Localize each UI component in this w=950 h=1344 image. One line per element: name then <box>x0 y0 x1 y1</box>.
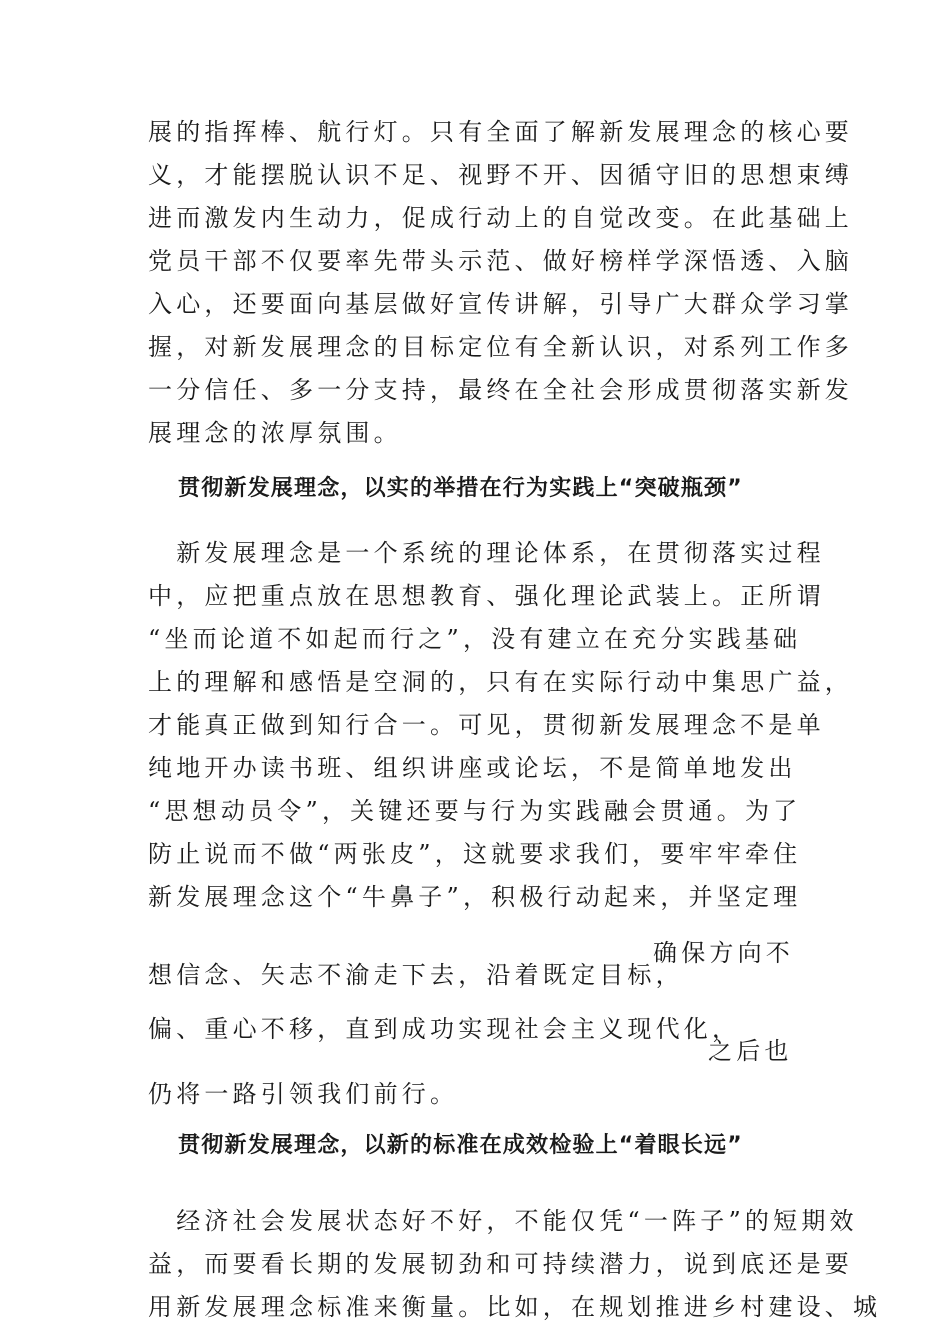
paragraph-line: 益，而要看长期的发展韧劲和可持续潜力，说到底还是要 <box>148 1250 853 1278</box>
paragraph-line: “思想动员令”，关键还要与行为实践融会贯通。为了 <box>148 797 802 825</box>
paragraph-line: 想信念、矢志不渝走下去，沿着既定目标， <box>148 961 684 989</box>
paragraph-line: 展理念的浓厚氛围。 <box>148 419 402 447</box>
paragraph-line: 展的指挥棒、航行灯。只有全面了解新发展理念的核心要 <box>148 118 853 146</box>
paragraph-line: 新发展理念是一个系统的理论体系，在贯彻落实过程 <box>148 539 825 567</box>
paragraph-line: 上的理解和感悟是空洞的，只有在实际行动中集思广益， <box>148 668 853 696</box>
paragraph-fragment: 之后也 <box>708 1037 793 1065</box>
paragraph-line: “坐而论道不如起而行之”，没有建立在充分实践基础 <box>148 625 802 653</box>
paragraph-line: 一分信任、多一分支持，最终在全社会形成贯彻落实新发 <box>148 376 853 404</box>
paragraph-line: 握，对新发展理念的目标定位有全新认识，对系列工作多 <box>148 333 853 361</box>
paragraph-line: 防止说而不做“两张皮”，这就要求我们，要牢牢牵住 <box>148 840 802 868</box>
section-heading: 贯彻新发展理念，以新的标准在成效检验上“着眼长远” <box>178 1133 743 1158</box>
paragraph-line: 偏、重心不移，直到成功实现社会主义现代化， <box>148 1015 741 1043</box>
paragraph-line: 纯地开办读书班、组织讲座或论坛，不是简单地发出 <box>148 754 797 782</box>
paragraph-line: 新发展理念这个“牛鼻子”，积极行动起来，并坚定理 <box>148 883 802 911</box>
paragraph-line: 中，应把重点放在思想教育、强化理论武装上。正所谓 <box>148 582 825 610</box>
paragraph-line: 义，才能摆脱认识不足、视野不开、因循守旧的思想束缚 <box>148 161 853 189</box>
section-heading: 贯彻新发展理念，以实的举措在行为实践上“突破瓶颈” <box>178 476 743 501</box>
paragraph-fragment: 确保方向不 <box>653 939 794 967</box>
paragraph-line: 入心，还要面向基层做好宣传讲解，引导广大群众学习掌 <box>148 290 853 318</box>
paragraph-line: 经济社会发展状态好不好，不能仅凭“一阵子”的短期效 <box>148 1207 858 1235</box>
paragraph-line: 党员干部不仅要率先带头示范、做好榜样学深悟透、入脑 <box>148 247 853 275</box>
paragraph-line: 仍将一路引领我们前行。 <box>148 1080 459 1108</box>
paragraph-line: 用新发展理念标准来衡量。比如，在规划推进乡村建设、城 <box>148 1293 882 1321</box>
paragraph-line: 才能真正做到知行合一。可见，贯彻新发展理念不是单 <box>148 711 825 739</box>
paragraph-line: 进而激发内生动力，促成行动上的自觉改变。在此基础上 <box>148 204 853 232</box>
